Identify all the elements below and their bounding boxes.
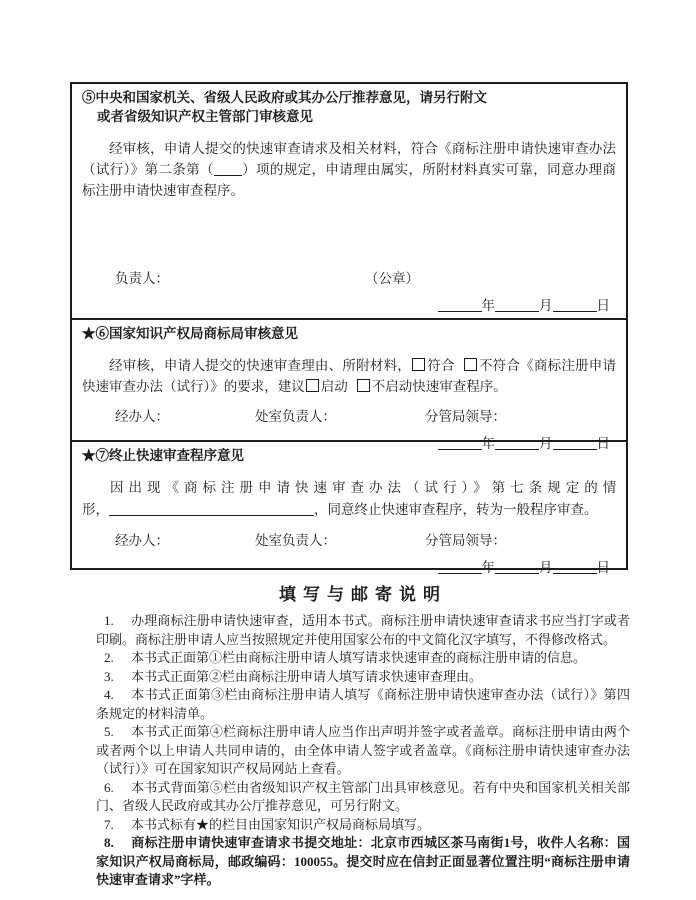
year-label: 年 <box>481 436 495 451</box>
section-6-statement-text-1: 经审核，申请人提交的快速审查理由、所附材料， <box>109 358 412 373</box>
day-label: 日 <box>596 298 610 313</box>
instruction-item-7 <box>96 816 630 835</box>
bureau-leader-label: 分管局领导： <box>425 409 506 424</box>
section-5-spacer <box>82 201 616 259</box>
item-number: 8. <box>104 835 114 850</box>
not-conform-checkbox[interactable] <box>464 358 477 371</box>
item-text: 本书式正面第③栏由商标注册申请人填写《商标注册申请快速审查办法（试行）》第四条规定的材料清单。 <box>96 687 630 721</box>
instruction-item-8 <box>96 834 630 890</box>
item-number: 5. <box>104 724 114 739</box>
item-text: 商标注册申请快速审查请求书提交地址：北京市西城区茶马南街1号，收件人名称：国家知识产权局商标局，邮政编码：100055。提交时应在信封正面显著位置注明“商标注册申请快速审查请求”字样。 <box>96 835 630 887</box>
day-blank-field[interactable] <box>553 559 597 574</box>
review-opinion-table <box>70 82 628 575</box>
official-seal-label: （公章） <box>365 271 419 286</box>
month-label: 月 <box>539 298 553 313</box>
day-label: 日 <box>596 560 610 575</box>
item-number: 4. <box>104 687 114 702</box>
section-5-signature-row <box>82 269 616 288</box>
item-text: 本书式标有★的栏目由国家知识产权局商标局填写。 <box>131 816 431 832</box>
item-number: 2. <box>104 650 114 665</box>
instruction-item-5 <box>96 723 630 779</box>
start-checkbox[interactable] <box>306 379 319 392</box>
item-text: 办理商标注册申请快速审查，适用本书式。商标注册申请快速审查请求书应当打字或者印刷。商标注册申请人应当按照规定并使用国家公布的中文简化汉字填写，不得修改格式。 <box>96 613 630 647</box>
section-7-statement-line2 <box>82 498 616 521</box>
item-number: 3. <box>104 668 114 684</box>
office-head-label: 处室负责人： <box>255 533 336 548</box>
section-6-cnipa-review <box>72 318 626 451</box>
item-text: 本书式背面第⑤栏由省级知识产权主管部门出具审核意见。若有中央和国家机关相关部门、省级人民政府或其办公厅推荐意见，可另行附文。 <box>96 779 630 813</box>
section-7-title: ★⑦终止快速审查程序意见 <box>82 448 244 463</box>
section-5-provincial-review <box>72 84 626 318</box>
item-text: 本书式正面第④栏商标注册申请人应当作出声明并签字或者盖章。商标注册申请由两个或者两个以上申请人共同申请的，由全体申请人签字或者盖章。《商标注册申请快速审查办法（试行）》可在国家知识产权局网站上查看。 <box>96 724 630 776</box>
instruction-item-6 <box>96 779 630 816</box>
start-label: 启动 <box>320 379 348 394</box>
not-conform-label: 不符合《商标注册申请快速审查办法（试行）》的要求，建议 <box>82 358 617 394</box>
section-6-signature-row <box>82 407 616 426</box>
clause-item-blank-field[interactable] <box>214 161 242 176</box>
item-number: 6. <box>104 779 114 795</box>
section-7-statement-line1: 因出现《商标注册申请快速审查办法（试行）》第七条规定的情 <box>110 480 622 495</box>
section-6-statement <box>82 355 616 397</box>
item-text: 本书式正面第①栏由商标注册申请人填写请求快速审查的商标注册申请的信息。 <box>131 650 587 665</box>
month-label: 月 <box>539 560 553 575</box>
item-number: 1. <box>104 613 114 628</box>
month-blank-field[interactable] <box>495 297 539 312</box>
termination-reason-blank-field[interactable] <box>109 501 314 516</box>
conform-label: 符合 <box>427 358 455 373</box>
instruction-item-2 <box>96 649 630 668</box>
year-label: 年 <box>481 298 495 313</box>
section-6-title: ★⑥国家知识产权局商标局审核意见 <box>82 326 298 341</box>
day-label: 日 <box>596 436 610 451</box>
section-5-title-line1: ⑤中央和国家机关、省级人民政府或其办公厅推荐意见，请另行附文 <box>82 90 487 105</box>
year-label: 年 <box>481 560 495 575</box>
bureau-leader-label: 分管局领导： <box>425 533 506 548</box>
office-head-label: 处室负责人： <box>255 409 336 424</box>
handler-label: 经办人： <box>115 409 169 424</box>
section-7-statement <box>82 465 622 521</box>
handler-label: 经办人： <box>115 533 169 548</box>
not-start-label: 不启动快速审查程序。 <box>371 379 507 394</box>
instruction-item-1 <box>96 612 630 649</box>
section-7-line2-prefix: 形， <box>82 502 109 517</box>
instructions-section <box>96 584 630 890</box>
responsible-person-label: 负责人： <box>115 271 169 286</box>
conform-checkbox[interactable] <box>412 358 425 371</box>
instructions-title: 填写与邮寄说明 <box>279 585 447 604</box>
section-5-title-line2: 或者省级知识产权主管部门审核意见 <box>97 109 313 124</box>
year-blank-field[interactable] <box>438 559 482 574</box>
month-blank-field[interactable] <box>495 559 539 574</box>
section-5-statement <box>82 138 616 201</box>
instruction-item-4 <box>96 686 630 723</box>
section-7-line2-suffix: ，同意终止快速审查程序，转为一般程序审查。 <box>314 502 598 517</box>
day-blank-field[interactable] <box>553 297 597 312</box>
month-label: 月 <box>539 436 553 451</box>
year-blank-field[interactable] <box>438 297 482 312</box>
section-7-date-row <box>82 558 616 578</box>
section-7-termination-opinion <box>72 440 626 575</box>
item-text: 本书式正面第②栏由商标注册申请人填写请求快速审查理由。 <box>131 668 483 684</box>
section-5-date-row <box>82 296 616 316</box>
not-start-checkbox[interactable] <box>357 379 370 392</box>
section-5-statement-text-1: 经审核，申请人提交的快速审查请求及相关材料，符合《商标注册申请快速审查办法（试行）》第二条第（ <box>82 141 616 177</box>
item-number: 7. <box>104 816 114 832</box>
instruction-item-3 <box>96 668 630 687</box>
section-7-signature-row <box>82 531 616 550</box>
section-5-statement-text-2: ）项的规定，申请理由属实，所附材料真实可靠，同意办理商标注册申请快速审查程序。 <box>82 162 617 198</box>
